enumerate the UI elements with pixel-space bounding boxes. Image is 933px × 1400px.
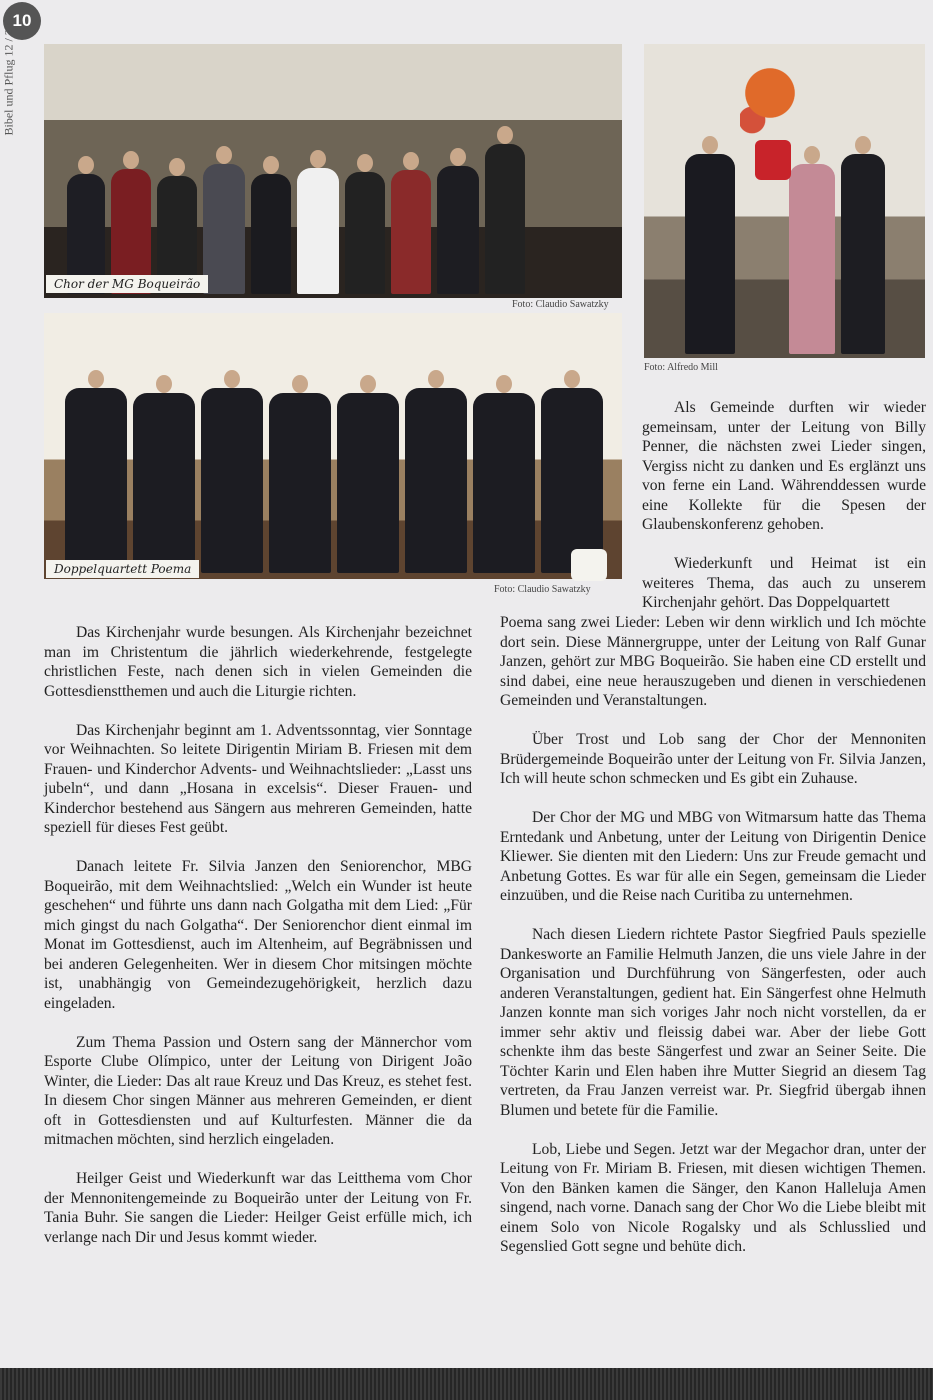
right-paragraph-2: Über Trost und Lob sang der Chor der Mennoniten Brüdergemeinde Boqueirão unter der Leitung von Fr. Silvia Janzen, Ich will heute schon schmecken und Es gibt ein Zuhause. bbox=[500, 731, 926, 787]
choir-photo-credit: Foto: Claudio Sawatzky bbox=[512, 299, 609, 310]
choir-caption: Chor der MG Boqueirão bbox=[46, 275, 208, 293]
left-paragraph-5: Heilger Geist und Wiederkunft war das Leitthema vom Chor der Mennonitengemeinde zu Boqueirão unter der Leitung von Fr. Tania Buhr. Sie sangen die Lieder: Heilger Geist erfülle mich, ich verlange nach Dir und Jesus kommt wieder. bbox=[44, 1170, 472, 1246]
magazine-logo-icon bbox=[571, 549, 607, 581]
choir-photo bbox=[44, 44, 622, 298]
flower-vase-image bbox=[755, 140, 791, 180]
left-paragraph-1: Das Kirchenjahr wurde besungen. Als Kirchenjahr bezeichnet man im Christentum die jährlich wiederkehrende, festgelegte christlichen Feste, nach denen sich in vielen Gemeinden die Gottesdienstthemen und auch die Liturgie richten. bbox=[44, 624, 472, 700]
right-top-paragraph-1: Als Gemeinde durften wir wieder gemeinsam, unter der Leitung von Billy Penner, die nächsten zwei Lieder singen, Vergiss nicht zu danken und Es erglänzt uns von ferne ein Land. Währenddessen wurde eine Kollekte für die Spesen der Glaubenskonferenz gehoben. bbox=[642, 399, 926, 533]
page-number: 10 bbox=[3, 2, 41, 40]
right-paragraph-4: Nach diesen Liedern richtete Pastor Siegfried Pauls spezielle Dankesworte an Familie Helmuth Janzen, die uns viele Jahre in der Organisation und Durchführung von Sängerfesten, oder auch anderen Veranstaltungen, gedient hat. Ein Sängerfest ohne Helmuth Janzen konnte man sich voriges Jahr noch nicht vorstellen, da er immer sehr aktiv und fleissig dabei war. Aber der liebe Gott schenkte ihm das beste Sängerfest und zwar an Seiner Seite. Die Töchter Karin und Elen haben ihre Mutter Siegrid an diesem Tag vertreten, da Frau Janzen verreist war. Pr. Siegfrid übergab ihnen Blumen und betete für die Familie. bbox=[500, 926, 926, 1119]
quartet-photo-credit: Foto: Claudio Sawatzky bbox=[494, 584, 591, 595]
quartet-caption: Doppelquartett Poema bbox=[46, 560, 199, 578]
quartet-photo bbox=[44, 313, 622, 579]
running-head: Bibel und Pflug 12 / 2014 bbox=[1, 11, 16, 136]
left-paragraph-4: Zum Thema Passion und Ostern sang der Männerchor vom Esporte Clube Olímpico, unter der Leitung von Dirigent João Winter, die Lieder: Das alt raue Kreuz und Das Kreuz, es stehet fest. In diesem Chor singen Männer aus mehreren Gemeinden, er dient oft in Gottesdiensten und auf Kulturfesten. Männer die da mitmachen möchten, sind herzlich eingeladen. bbox=[44, 1033, 472, 1148]
left-paragraph-2: Das Kirchenjahr beginnt am 1. Adventssonntag, vier Sonntage vor Weihnachten. So leitete Dirigentin Miriam B. Friesen mit dem Frauen- und Kinderchor Advents- und Weihnachtslieder: „Lasst uns jubeln“, und dann „Hosana in excelsis“. Dieser Frauen- und Kinderchor bestehend aus Sängern aus mehreren Gemeinden, hatte speziell für dieses Fest geübt. bbox=[44, 721, 472, 836]
right-top-column bbox=[642, 398, 926, 632]
quartet-people bbox=[62, 373, 606, 573]
choir-people bbox=[64, 134, 528, 294]
right-paragraph-5: Lob, Liebe und Segen. Jetzt war der Megachor dran, unter der Leitung von Fr. Miriam B. Friesen, mit diesen wichtigen Themen. Von den Bänken kamen die Sänger, den Kanon Halleluja Amen singend, nach vorne. Danach sang der Chor Wo die Liebe bleibt mit einem Solo von Nicole Rogalsky und als Schlusslied und Segenslied Gott segne und behüte dich. bbox=[500, 1140, 926, 1255]
flowers-photo-credit: Foto: Alfredo Mill bbox=[644, 362, 718, 373]
left-paragraph-3: Danach leitete Fr. Silvia Janzen den Seniorenchor, MBG Boqueirão, mit dem Weihnachtslied: „Welch ein Wunder ist heute geschehen“ und führte uns dann nach Golgatha mit dem Lied: „Für mich gingst du nach Golgatha“. Der Seniorenchor dient einmal im Monat im Gottesdienst, auch im Altenheim, auf Begräbnissen und bei anderen Gelegenheiten. Wer in diesem Chor mitsingen möchte ist, unabhängig von Gemeindezugehörigkeit, herzlich dazu eingeladen. bbox=[44, 858, 472, 1012]
right-paragraph-1: Poema sang zwei Lieder: Leben wir denn wirklich und Ich möchte dort sein. Diese Männergruppe, unter der Leitung von Ralf Gunar Janzen, gehört zur MBG Boqueirão. Sie haben eine CD erstellt und sind dabei, eine neue herauszugeben und dienen in verschiedenen Gemeinden und Veranstaltungen. bbox=[500, 614, 926, 709]
right-top-paragraph-2: Wiederkunft und Heimat ist ein weiteres Thema, das auch zu unserem Kirchenjahr gehört. Das Doppelquartett bbox=[642, 555, 926, 611]
right-paragraph-3: Der Chor der MG und MBG von Witmarsum hatte das Thema Erntedank und Anbetung, unter der Leitung von Dirigentin Denice Kliewer. Sie dienten mit den Liedern: Uns zur Freude gemacht und Anbetung Gottes. Es war für alle ein Segen, gemeinsam die Lieder einzuüben, und die Reise nach Curitiba zu unternehmen. bbox=[500, 809, 926, 904]
page-edge-strip bbox=[0, 1368, 933, 1400]
right-column bbox=[500, 613, 926, 1276]
left-column bbox=[44, 623, 472, 1267]
